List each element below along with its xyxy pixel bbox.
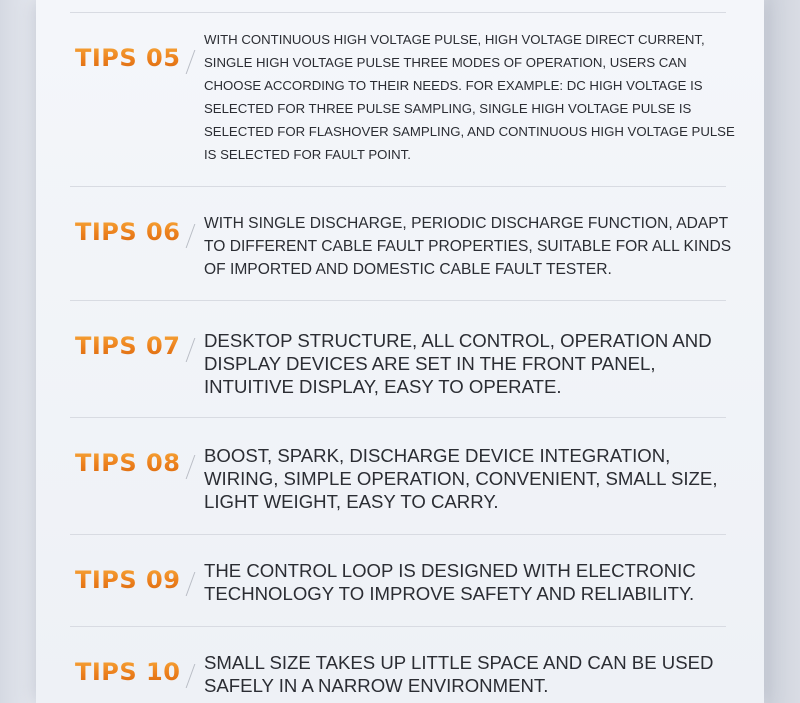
tip-06-text: WITH SINGLE DISCHARGE, PERIODIC DISCHARGE FUNCTION, ADAPT TO DIFFERENT CABLE FAULT PROPERTIES, SUITABLE FOR ALL KINDS OF IMPORTED AND DOMESTIC CABLE FAULT TESTER. [204,215,732,278]
tip-05-label: TIPS 05 [75,44,181,72]
tip-09-label: TIPS 09 [75,566,181,594]
tip-10-label: TIPS 10 [75,658,181,686]
tip-08-label: TIPS 08 [75,449,181,477]
tip-06-label: TIPS 06 [75,218,181,246]
tip-10-text: SMALL SIZE TAKES UP LITTLE SPACE AND CAN BE USED SAFELY IN A NARROW ENVIRONMENT. [204,652,714,696]
tip-09-text: THE CONTROL LOOP IS DESIGNED WITH ELECTRONIC TECHNOLOGY TO IMPROVE SAFETY AND RELIABILITY. [204,560,696,604]
tip-07-text: DESKTOP STRUCTURE, ALL CONTROL, OPERATION AND DISPLAY DEVICES ARE SET IN THE FRONT PANEL, INTUITIVE DISPLAY, EASY TO OPERATE. [204,330,712,397]
tip-05-text: WITH CONTINUOUS HIGH VOLTAGE PULSE, HIGH VOLTAGE DIRECT CURRENT, SINGLE HIGH VOLTAGE PULSE THREE MODES OF OPERATION, USERS CAN CHOOSE ACCORDING TO THEIR NEEDS. FOR EXAMPLE: DC HIGH VOLTAGE IS SELECTED FOR THREE PULSE SAMPLING, SINGLE HIGH VOLTAGE PULSE IS SELECTED FOR FLASHOVER SAMPLING, AND CONTINUOUS HIGH VOLTAGE PULSE IS SELECTED FOR FAULT POINT. [204,32,735,162]
tip-07-label: TIPS 07 [75,332,181,360]
divider [70,12,726,13]
divider [70,626,726,627]
divider [70,186,726,187]
divider [70,417,726,418]
tip-08-text: BOOST, SPARK, DISCHARGE DEVICE INTEGRATION, WIRING, SIMPLE OPERATION, CONVENIENT, SMALL SIZE, LIGHT WEIGHT, EASY TO CARRY. [204,445,718,512]
divider [70,300,726,301]
divider [70,534,726,535]
